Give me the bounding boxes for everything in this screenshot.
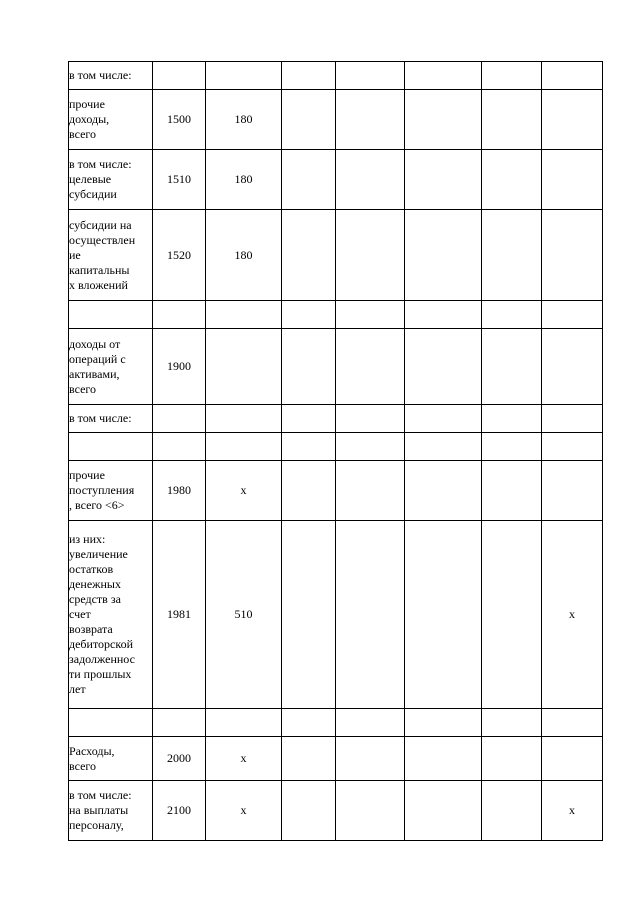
empty-cell bbox=[282, 329, 336, 405]
row-mark-cell bbox=[542, 150, 603, 210]
empty-cell bbox=[405, 210, 482, 301]
empty-cell bbox=[482, 709, 542, 737]
row-label: в том числе: bbox=[69, 68, 132, 82]
empty-cell bbox=[282, 781, 336, 841]
row-kosgu-cell bbox=[206, 405, 282, 433]
row-mark-cell bbox=[542, 405, 603, 433]
empty-cell bbox=[282, 62, 336, 90]
row-kosgu-cell: x bbox=[206, 737, 282, 781]
empty-cell bbox=[336, 150, 405, 210]
row-kosgu-cell bbox=[206, 433, 282, 461]
row-label: в том числе: целевые субсидии bbox=[69, 157, 132, 201]
row-code-cell bbox=[153, 433, 206, 461]
empty-cell bbox=[282, 461, 336, 521]
table-row bbox=[69, 781, 603, 841]
row-label: прочие поступления , всего <6> bbox=[69, 468, 135, 512]
empty-cell bbox=[405, 62, 482, 90]
empty-cell bbox=[405, 329, 482, 405]
row-label: в том числе: на выплаты персоналу, bbox=[69, 788, 132, 832]
row-mark-cell bbox=[542, 433, 603, 461]
row-mark-cell bbox=[542, 62, 603, 90]
empty-cell bbox=[405, 461, 482, 521]
row-kosgu-cell: 180 bbox=[206, 90, 282, 150]
table-row bbox=[69, 150, 603, 210]
empty-cell bbox=[482, 737, 542, 781]
row-label-cell bbox=[69, 329, 153, 405]
row-code-cell bbox=[153, 709, 206, 737]
row-kosgu-cell bbox=[206, 329, 282, 405]
empty-cell bbox=[405, 521, 482, 709]
empty-cell bbox=[336, 709, 405, 737]
row-mark-cell bbox=[542, 301, 603, 329]
row-label-cell bbox=[69, 90, 153, 150]
row-label-cell bbox=[69, 150, 153, 210]
empty-cell bbox=[336, 301, 405, 329]
row-code-cell: 2100 bbox=[153, 781, 206, 841]
empty-cell bbox=[336, 461, 405, 521]
row-label-cell bbox=[69, 405, 153, 433]
table-row bbox=[69, 461, 603, 521]
row-kosgu-cell bbox=[206, 709, 282, 737]
row-kosgu-cell bbox=[206, 62, 282, 90]
row-code-cell: 1900 bbox=[153, 329, 206, 405]
row-code-cell: 2000 bbox=[153, 737, 206, 781]
empty-cell bbox=[405, 737, 482, 781]
empty-cell bbox=[336, 329, 405, 405]
row-mark-cell bbox=[542, 329, 603, 405]
row-label-cell bbox=[69, 709, 153, 737]
empty-cell bbox=[482, 210, 542, 301]
table-row bbox=[69, 90, 603, 150]
row-kosgu-cell: 510 bbox=[206, 521, 282, 709]
empty-cell bbox=[336, 62, 405, 90]
empty-cell bbox=[482, 781, 542, 841]
row-mark-cell bbox=[542, 737, 603, 781]
row-label: прочие доходы, всего bbox=[69, 97, 110, 141]
empty-cell bbox=[405, 90, 482, 150]
row-mark-cell bbox=[542, 709, 603, 737]
row-label: из них: увеличение остатков денежных средств за счет возврата дебиторской задолженнос ти прошлых лет bbox=[69, 532, 135, 696]
empty-cell bbox=[282, 521, 336, 709]
row-label-cell bbox=[69, 521, 153, 709]
table-row bbox=[69, 737, 603, 781]
empty-cell bbox=[482, 521, 542, 709]
budget-table bbox=[68, 61, 603, 841]
row-code-cell: 1510 bbox=[153, 150, 206, 210]
table-row bbox=[69, 521, 603, 709]
table-row bbox=[69, 210, 603, 301]
empty-cell bbox=[282, 210, 336, 301]
empty-cell bbox=[336, 90, 405, 150]
row-label-cell bbox=[69, 461, 153, 521]
row-code-cell: 1981 bbox=[153, 521, 206, 709]
empty-cell bbox=[282, 709, 336, 737]
table-row bbox=[69, 433, 603, 461]
row-label-cell bbox=[69, 737, 153, 781]
table-row bbox=[69, 709, 603, 737]
empty-cell bbox=[282, 301, 336, 329]
empty-cell bbox=[405, 405, 482, 433]
empty-cell bbox=[482, 62, 542, 90]
empty-cell bbox=[405, 150, 482, 210]
row-label-cell bbox=[69, 62, 153, 90]
row-label-cell bbox=[69, 433, 153, 461]
row-mark-cell: x bbox=[542, 521, 603, 709]
row-mark-cell bbox=[542, 461, 603, 521]
empty-cell bbox=[282, 405, 336, 433]
empty-cell bbox=[282, 90, 336, 150]
row-label: субсидии на осуществлен ие капитальны х вложений bbox=[69, 217, 136, 292]
row-mark-cell bbox=[542, 90, 603, 150]
row-label: доходы от операций с активами, всего bbox=[69, 336, 126, 396]
table-row bbox=[69, 301, 603, 329]
empty-cell bbox=[405, 781, 482, 841]
empty-cell bbox=[336, 737, 405, 781]
empty-cell bbox=[482, 461, 542, 521]
empty-cell bbox=[482, 329, 542, 405]
row-label-cell bbox=[69, 210, 153, 301]
empty-cell bbox=[482, 405, 542, 433]
empty-cell bbox=[405, 301, 482, 329]
row-label: в том числе: bbox=[69, 411, 132, 425]
empty-cell bbox=[405, 709, 482, 737]
row-kosgu-cell: 180 bbox=[206, 210, 282, 301]
row-code-cell bbox=[153, 405, 206, 433]
empty-cell bbox=[405, 433, 482, 461]
empty-cell bbox=[282, 737, 336, 781]
row-code-cell: 1520 bbox=[153, 210, 206, 301]
empty-cell bbox=[282, 150, 336, 210]
empty-cell bbox=[282, 433, 336, 461]
row-label-cell bbox=[69, 781, 153, 841]
empty-cell bbox=[336, 521, 405, 709]
table-row bbox=[69, 329, 603, 405]
row-label: Расходы, всего bbox=[69, 743, 115, 773]
empty-cell bbox=[482, 433, 542, 461]
empty-cell bbox=[482, 301, 542, 329]
row-mark-cell bbox=[542, 210, 603, 301]
empty-cell bbox=[482, 90, 542, 150]
row-kosgu-cell: 180 bbox=[206, 150, 282, 210]
empty-cell bbox=[336, 405, 405, 433]
row-code-cell: 1500 bbox=[153, 90, 206, 150]
row-code-cell: 1980 bbox=[153, 461, 206, 521]
row-kosgu-cell: x bbox=[206, 461, 282, 521]
empty-cell bbox=[336, 210, 405, 301]
empty-cell bbox=[482, 150, 542, 210]
row-label-cell bbox=[69, 301, 153, 329]
row-kosgu-cell bbox=[206, 301, 282, 329]
table-row bbox=[69, 405, 603, 433]
row-code-cell bbox=[153, 301, 206, 329]
empty-cell bbox=[336, 433, 405, 461]
table-row bbox=[69, 62, 603, 90]
row-mark-cell: x bbox=[542, 781, 603, 841]
row-code-cell bbox=[153, 62, 206, 90]
row-kosgu-cell: x bbox=[206, 781, 282, 841]
empty-cell bbox=[336, 781, 405, 841]
